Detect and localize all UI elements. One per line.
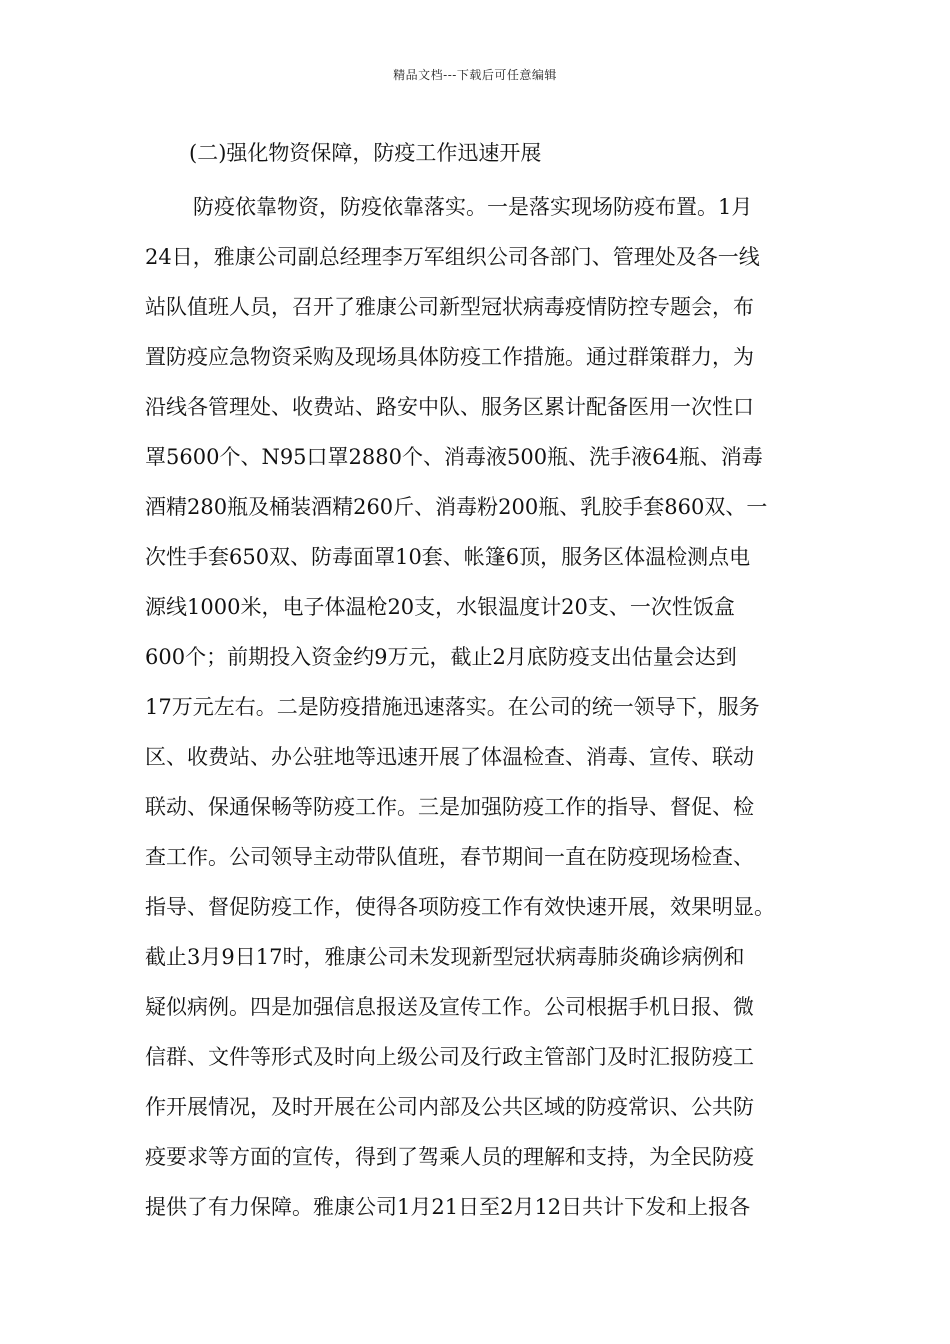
- paragraph-line: 沿线各管理处、收费站、路安中队、服务区累计配备医用一次性口: [145, 395, 754, 419]
- document-body: [145, 134, 835, 1232]
- paragraph-line: 置防疫应急物资采购及现场具体防疫工作措施。通过群策群力，为: [145, 345, 754, 369]
- paragraph-line: 源线1000米，电子体温枪20支，水银温度计20支、一次性饭盒: [145, 595, 735, 619]
- section-heading: (二)强化物资保障，防疫工作迅速开展: [189, 141, 542, 165]
- paragraph-line: 指导、督促防疫工作，使得各项防疫工作有效快速开展，效果明显。: [145, 895, 775, 919]
- paragraph-line: 信群、文件等形式及时向上级公司及行政主管部门及时汇报防疫工: [145, 1045, 754, 1069]
- paragraph-line: 罩5600个、N95口罩2880个、消毒液500瓶、洗手液64瓶、消毒: [145, 445, 763, 469]
- paragraph-line: 疑似病例。四是加强信息报送及宣传工作。公司根据手机日报、微: [145, 995, 754, 1019]
- paragraph-line: 截止3月9日17时，雅康公司未发现新型冠状病毒肺炎确诊病例和: [145, 945, 745, 969]
- paragraph-line: 查工作。公司领导主动带队值班，春节期间一直在防疫现场检查、: [145, 845, 754, 869]
- paragraph-line: 区、收费站、办公驻地等迅速开展了体温检查、消毒、宣传、联动: [145, 745, 754, 769]
- paragraph-line: 站队值班人员，召开了雅康公司新型冠状病毒疫情防控专题会，布: [145, 295, 754, 319]
- page-header: 精品文档---下载后可任意编辑: [393, 68, 557, 82]
- paragraph-line: 作开展情况，及时开展在公司内部及公共区域的防疫常识、公共防: [145, 1095, 754, 1119]
- paragraph-line: 防疫依靠物资，防疫依靠落实。一是落实现场防疫布置。1月: [193, 195, 753, 219]
- paragraph-line: 24日，雅康公司副总经理李万军组织公司各部门、管理处及各一线: [145, 245, 760, 269]
- paragraph-line: 次性手套650双、防毒面罩10套、帐篷6顶，服务区体温检测点电: [145, 545, 751, 569]
- paragraph-line: 600个；前期投入资金约9万元，截止2月底防疫支出估量会达到: [145, 645, 737, 669]
- paragraph: [145, 182, 835, 1232]
- paragraph-line: 疫要求等方面的宣传，得到了驾乘人员的理解和支持，为全民防疫: [145, 1145, 754, 1169]
- paragraph-line: 提供了有力保障。雅康公司1月21日至2月12日共计下发和上报各: [145, 1195, 751, 1219]
- paragraph-line: 酒精280瓶及桶装酒精260斤、消毒粉200瓶、乳胶手套860双、一: [145, 495, 768, 519]
- paragraph-line: 17万元左右。二是防疫措施迅速落实。在公司的统一领导下，服务: [145, 695, 760, 719]
- paragraph-line: 联动、保通保畅等防疫工作。三是加强防疫工作的指导、督促、检: [145, 795, 754, 819]
